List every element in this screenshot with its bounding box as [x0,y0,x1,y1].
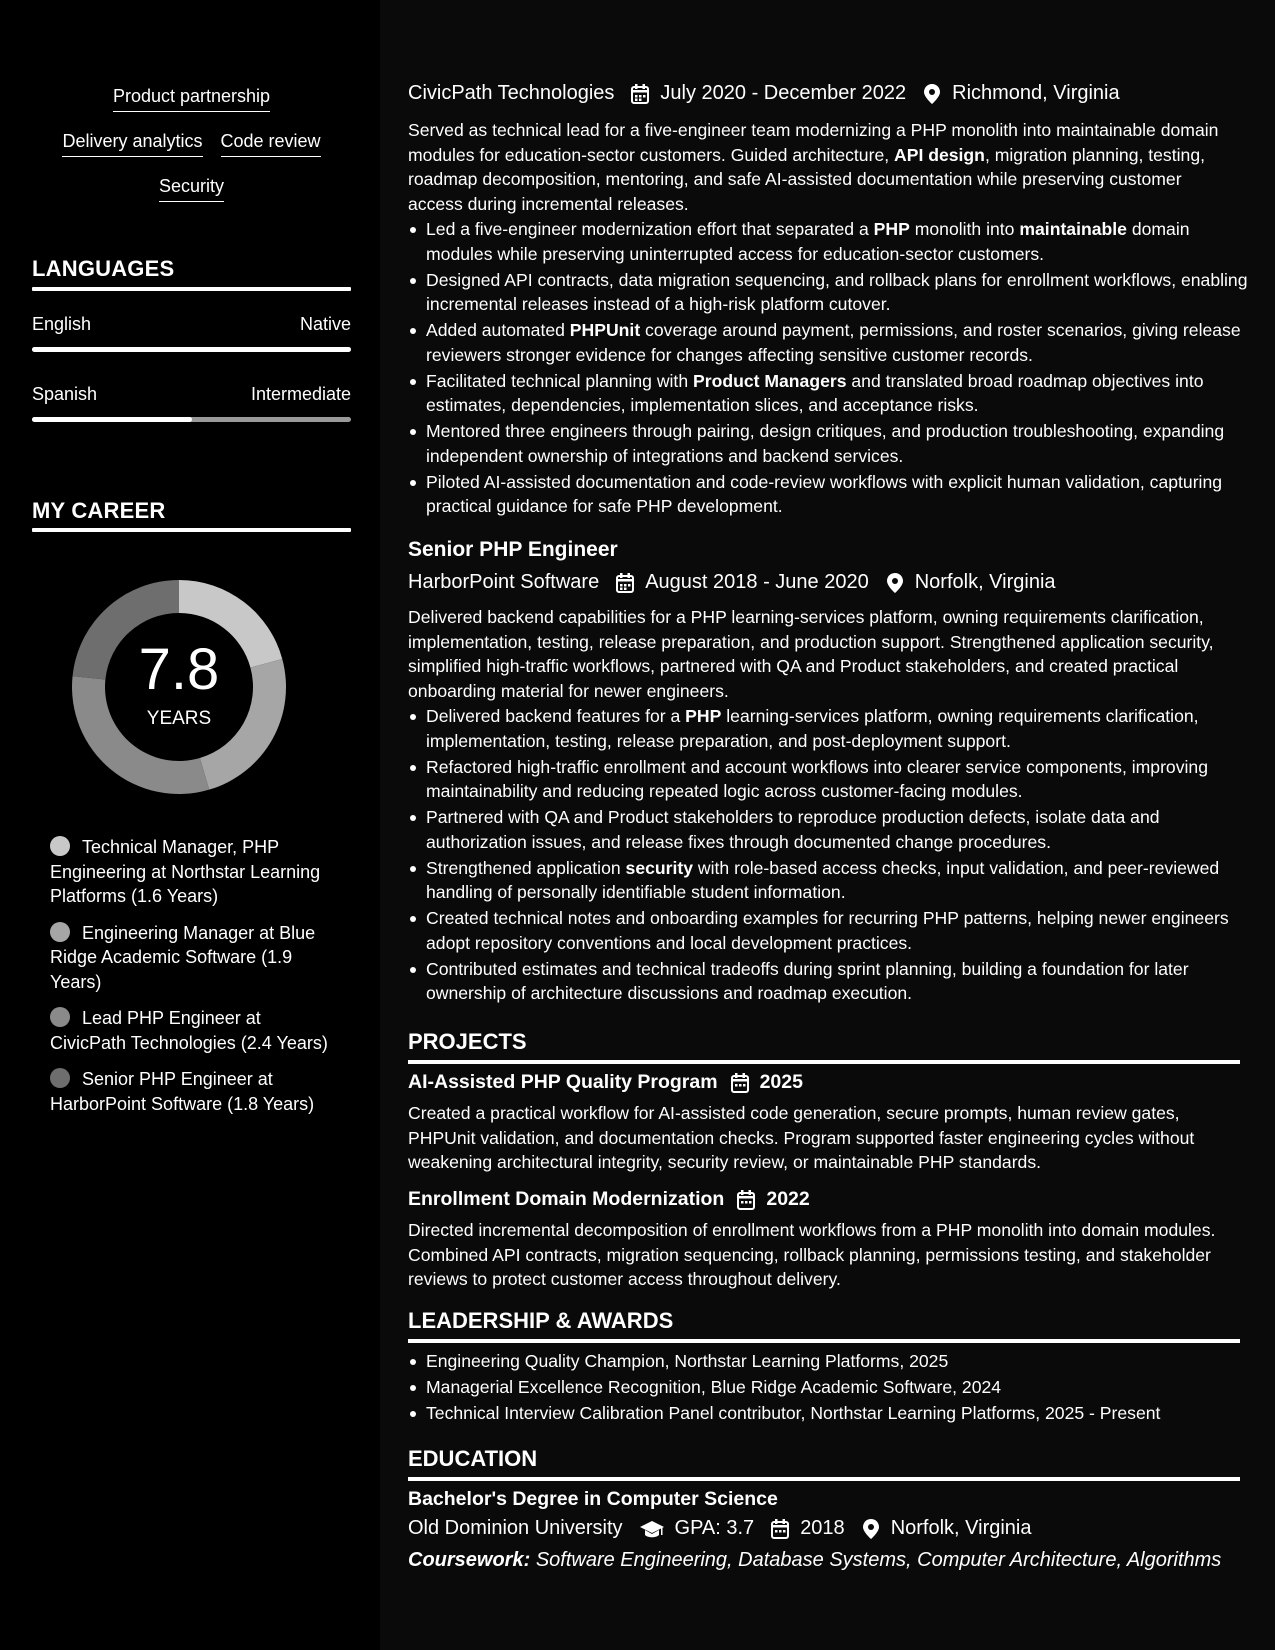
bullet-item [426,906,1258,955]
bold-text: PHP [685,706,722,726]
skills-list [32,86,351,221]
skill-tag[interactable]: Code review [221,131,321,157]
projects-heading: PROJECTS [408,1029,527,1054]
bold-text: API design [894,144,985,165]
text: Partnered with QA and Product stakeholders to reproduce production defects, isolate data and authorization issues, and release fixes through documented change procedures. [426,807,1160,852]
bullet-item [426,419,1258,468]
languages-rule [32,287,351,291]
text: and translated broad roadmap objectives into estimates, dependencies, implementation slices, and acceptance risks. [426,370,1204,415]
projects-rule [408,1060,1240,1064]
awards-heading: LEADERSHIP & AWARDS [408,1308,674,1333]
legend-dot [50,836,70,856]
language-english [32,314,351,352]
text: coverage around payment, permissions, and roster scenarios, giving release reviewers stronger evidence for changes affecting sensitive customer records. [426,320,1241,365]
school-name: Old Dominion University [408,1517,623,1539]
career-role-label: Technical Manager, PHP Engineering at Northstar Learning Platforms (1.6 Years) [50,837,321,906]
project-title [408,1071,803,1094]
graduation-cap-icon [639,1518,665,1540]
career-role-label: Senior PHP Engineer at HarborPoint Software (1.8 Years) [50,1069,315,1114]
job-dates: August 2018 - June 2020 [645,571,869,593]
awards-list [408,1349,1258,1427]
text: learning-services platform, owning requirements clarification, implementation, testing, release preparation, and post-deployment support. [426,706,1199,751]
job-bullets [408,704,1258,1007]
education-heading: EDUCATION [408,1446,538,1471]
text: Refactored high-traffic enrollment and account workflows into clearer service components, improving maintainability and reducing repeated logic across customer-facing modules. [426,756,1208,801]
degree-title: Bachelor's Degree in Computer Science [408,1488,778,1510]
language-level: Native [299,314,351,334]
text: domain modules while preserving uninterrupted access for education-sector customers. [426,219,1190,264]
text: Delivered backend features for a [426,706,686,726]
job-meta [408,82,1120,105]
skill-row [32,86,351,131]
career-heading: MY CAREER [32,498,166,523]
job-meta [408,571,1056,594]
bullet-item [426,755,1258,804]
text: Served as technical lead for a five-engineer team modernizing a PHP monolith into maintainable domain modules for education-sector customers. Guided architecture, [408,120,1219,165]
bullet-item [426,805,1258,854]
coursework [408,1549,1221,1572]
map-pin-icon [861,1518,881,1540]
job-summary: Delivered backend capabilities for a PHP learning-services platform, owning requirements clarification, implementation, testing, release preparation, and production support. Strengthened application security, simplified high-traffic workflows, partnered with QA and Product stakeholders, and created practical onboarding material for newer engineers. [408,607,1214,701]
award-item: Managerial Excellence Recognition, Blue Ridge Academic Software, 2024 [426,1375,1258,1400]
language-bar-fill [32,347,351,352]
bullet-item [426,217,1258,266]
skill-tag[interactable]: Security [159,176,224,202]
bold-text: maintainable [1019,219,1127,239]
bullet-item [426,369,1258,418]
project-description: Directed incremental decomposition of enrollment workflows from a PHP monolith into domain modules. Combined API contracts, migration sequencing, rollback planning, permissions testing, and stakeholder reviews to protect customer access throughout delivery. [408,1220,1216,1289]
career-total-years: 7.8 [138,637,220,702]
text: Piloted AI-assisted documentation and code-review workflows with explicit human validation, capturing practical guidance for safe PHP development. [426,471,1223,516]
career-rule [32,528,351,532]
skill-row [32,131,351,176]
bullet-item [426,318,1258,367]
project-description: Created a practical workflow for AI-assisted code generation, secure prompts, human review gates, PHPUnit validation, and documentation checks. Program supported faster engineering cycles without weakening architectural integrity, security review, or maintainable PHP standards. [408,1103,1195,1172]
text: Facilitated technical planning with [426,370,693,391]
graduation-year: 2018 [800,1517,845,1539]
calendar-icon [736,1189,756,1211]
text: monolith into [909,219,1020,239]
map-pin-icon [922,83,942,105]
bullet-item [426,856,1258,905]
job-summary [408,118,1240,216]
coursework-list: Software Engineering, Database Systems, Computer Architecture, Algorithms [535,1549,1222,1571]
job-location: Richmond, Virginia [952,82,1120,104]
skill-tag[interactable]: Delivery analytics [62,131,202,157]
text: Mentored three engineers through pairing, design critiques, and production troubleshooting, expanding independent ownership of integrations and backend services. [426,421,1225,466]
bold-text: security [625,857,694,878]
calendar-icon [770,1518,790,1540]
bold-text: PHPUnit [569,320,641,340]
text: Contributed estimates and technical tradeoffs during sprint planning, building a foundation for later ownership of architecture discussions and roadmap execution. [426,958,1189,1003]
language-name: English [32,314,92,334]
award-item: Engineering Quality Champion, Northstar Learning Platforms, 2025 [426,1349,1258,1374]
company-name: HarborPoint Software [408,571,600,593]
text: Added automated [426,320,570,340]
awards-rule [408,1339,1240,1343]
career-legend-item [50,1067,340,1116]
text: Strengthened application [426,857,626,878]
text: with role-based access checks, input validation, and peer-reviewed handling of personally identifiable student information. [426,857,1220,902]
career-role-label: Engineering Manager at Blue Ridge Academic Software (1.9 Years) [50,922,316,992]
education-meta [408,1517,1032,1540]
career-years-label: YEARS [146,708,212,729]
coursework-label: Coursework: [408,1549,531,1571]
legend-dot [50,922,70,942]
calendar-icon [630,83,650,105]
school-location: Norfolk, Virginia [890,1517,1032,1539]
text: Designed API contracts, data migration sequencing, and rollback plans for enrollment workflows, enabling incremental releases instead of a high-risk platform cutover. [426,269,1248,314]
career-legend [50,835,340,1128]
legend-dot [50,1068,70,1088]
education-rule [408,1477,1240,1481]
project-name: AI-Assisted PHP Quality Program [408,1071,718,1093]
map-pin-icon [885,572,905,594]
job-dates: July 2020 - December 2022 [660,82,907,104]
career-legend-item [50,921,340,995]
language-bar [32,347,351,352]
gpa: GPA: 3.7 [674,1517,755,1539]
text: Led a five-engineer modernization effort that separated a [426,219,874,239]
language-level: Intermediate [250,384,351,404]
languages-heading: LANGUAGES [32,256,175,281]
bold-text: Product Managers [693,370,847,391]
career-role-label: Lead PHP Engineer at CivicPath Technologies (2.4 Years) [50,1008,328,1053]
text: Created technical notes and onboarding examples for recurring PHP patterns, helping newer engineers adopt repository conventions and local development practices. [426,908,1229,953]
language-name: Spanish [32,384,98,404]
career-legend-item [50,1006,340,1055]
project-name: Enrollment Domain Modernization [408,1188,725,1210]
job-location: Norfolk, Virginia [914,571,1056,593]
project-title [408,1188,810,1211]
text: , migration planning, testing, roadmap decomposition, mentoring, and safe AI-assisted documentation while preserving customer access during incremental releases. [408,144,1205,214]
language-bar-fill [32,417,192,422]
job-title: Senior PHP Engineer [408,538,618,561]
calendar-icon [730,1072,750,1094]
language-spanish [32,384,351,422]
project-year: 2025 [759,1071,803,1093]
job-bullets [408,217,1258,520]
award-item: Technical Interview Calibration Panel contributor, Northstar Learning Platforms, 2025 - Present [426,1401,1258,1426]
project-year: 2022 [766,1188,810,1210]
bullet-item [426,268,1258,317]
sidebar-background [0,0,380,1650]
bold-text: PHP [873,219,910,239]
career-legend-item [50,835,340,909]
company-name: CivicPath Technologies [408,82,615,104]
bullet-item [426,470,1258,519]
bullet-item [426,704,1258,753]
language-bar [32,417,351,422]
career-donut-chart [66,574,292,800]
legend-dot [50,1007,70,1027]
skill-row [32,176,351,221]
calendar-icon [615,572,635,594]
bullet-item [426,957,1258,1006]
skill-tag[interactable]: Product partnership [113,86,270,112]
